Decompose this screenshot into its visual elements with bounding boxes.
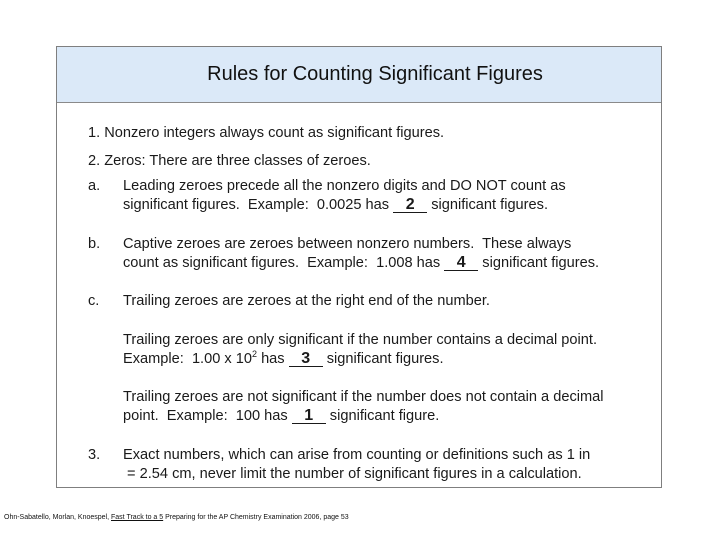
footer-book-title: Fast Track to a 5 — [111, 514, 164, 521]
item-c-p3-text-pre: point. Example: 100 has — [123, 408, 292, 424]
item-a-text-post: significant figures. — [427, 197, 549, 213]
item-c-p2-text-post: significant figures. — [322, 351, 444, 367]
footer-authors: Ohn-Sabatello, Morlan, Knoespel, — [4, 514, 112, 521]
exponent: 2 — [252, 349, 258, 360]
item-a-answer: 2 — [393, 197, 427, 213]
rule-2: 2. Zeros: There are three classes of zeroes. — [88, 153, 371, 169]
item-a-line-1: Leading zeroes precede all the nonzero digits and DO NOT count as — [123, 178, 566, 194]
item-c-p3-line-2 — [123, 407, 439, 426]
footer-rest: Preparing for the AP Chemistry Examination 2006, page 53 — [163, 514, 349, 521]
item-c-marker: c. — [88, 293, 100, 309]
item-c-p3-answer: 1 — [292, 408, 326, 424]
rule-3-line-1: Exact numbers, which can arise from counting or definitions such as 1 in — [123, 447, 591, 463]
title-bar — [57, 47, 661, 103]
item-b-text-pre: count as significant figures. Example: 1.008 has — [123, 255, 445, 271]
item-c-p2-line-2 — [123, 350, 444, 369]
item-c-p3-text-post: significant figure. — [325, 408, 440, 424]
item-c-p2-text-mid: has — [257, 351, 289, 367]
rule-3-line-2: = 2.54 cm, never limit the number of significant figures in a calculation. — [123, 466, 582, 482]
item-a-line-2 — [123, 196, 548, 215]
item-a-marker: a. — [88, 178, 101, 194]
item-c-p2-text-pre: Example: 1.00 x 10 — [123, 351, 252, 367]
item-c-p2-answer: 3 — [289, 351, 323, 367]
rule-1: 1. Nonzero integers always count as significant figures. — [88, 125, 445, 141]
item-c-p2-line-1: Trailing zeroes are only significant if the number contains a decimal point. — [123, 332, 597, 348]
item-b-answer: 4 — [444, 255, 478, 271]
rule-3-marker: 3. — [88, 447, 101, 463]
item-c-line-1: Trailing zeroes are zeroes at the right end of the number. — [123, 293, 490, 309]
item-b-line-1: Captive zeroes are zeroes between nonzero numbers. These always — [123, 236, 572, 252]
item-b-line-2 — [123, 254, 599, 273]
item-c-p3-line-1: Trailing zeroes are not significant if the number does not contain a decimal — [123, 389, 604, 405]
item-b-text-post: significant figures. — [478, 255, 600, 271]
page-title: Rules for Counting Significant Figures — [207, 63, 543, 85]
item-b-marker: b. — [88, 236, 101, 252]
footer-citation — [4, 514, 349, 521]
item-a-text-pre: significant figures. Example: 0.0025 has — [123, 197, 394, 213]
